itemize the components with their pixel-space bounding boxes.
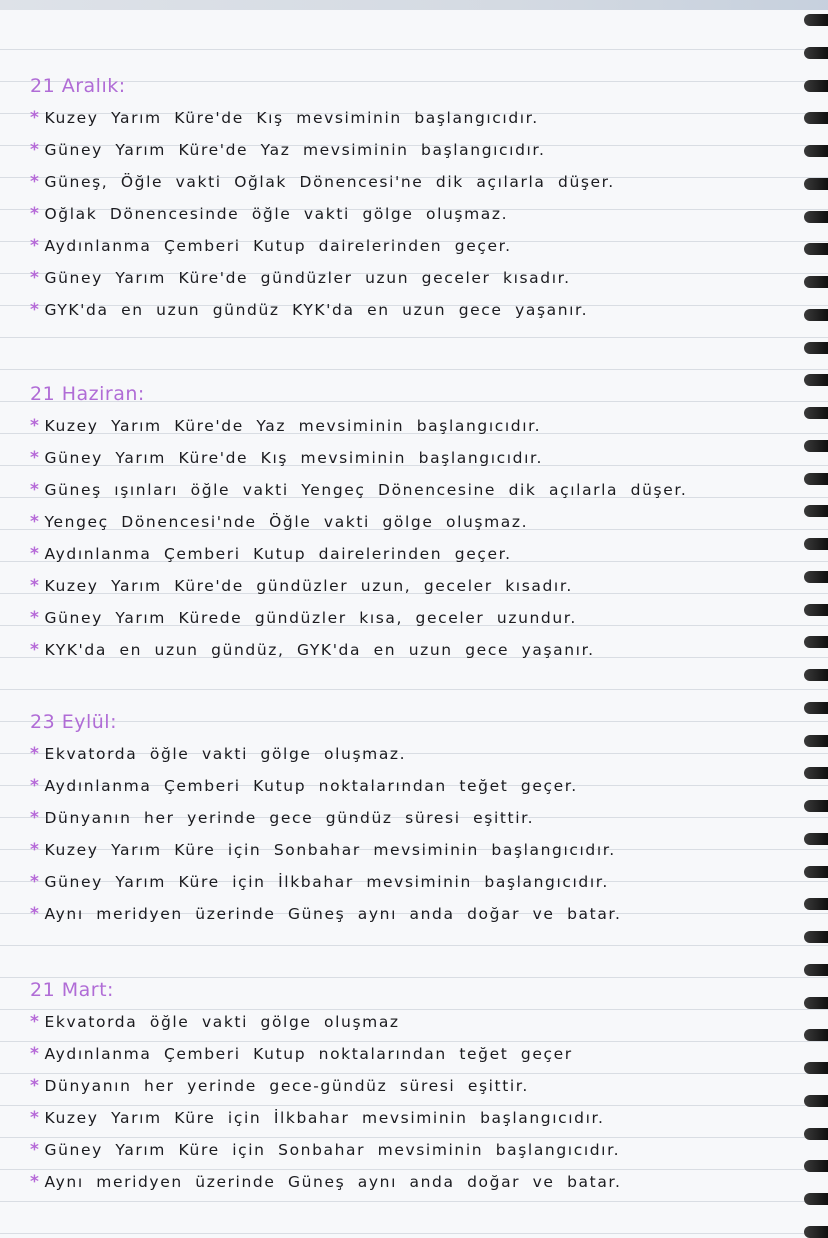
- bullet-star: *: [30, 544, 41, 564]
- spiral-coil: [804, 178, 828, 190]
- spiral-coil: [804, 833, 828, 845]
- bullet-star: *: [30, 640, 41, 660]
- section-heading: 21 Aralık:: [30, 75, 126, 97]
- section-21-aralik: [30, 70, 790, 326]
- list-item: * Güney Yarım Küre için Sonbahar mevsiminin başlangıcıdır.: [30, 1140, 621, 1160]
- spiral-coil: [804, 604, 828, 616]
- list-item: * Dünyanın her yerinde gece-gündüz süresi eşittir.: [30, 1076, 529, 1096]
- spiral-coil: [804, 505, 828, 517]
- spiral-coil: [804, 898, 828, 910]
- spiral-coil: [804, 964, 828, 976]
- spiral-coil: [804, 931, 828, 943]
- spiral-coil: [804, 997, 828, 1009]
- spiral-coil: [804, 47, 828, 59]
- bullet-star: *: [30, 204, 41, 224]
- bullet-star: *: [30, 172, 41, 192]
- bullet-star: *: [30, 576, 41, 596]
- list-item: * Aydınlanma Çemberi Kutup noktalarından teğet geçer: [30, 1044, 573, 1064]
- list-item: * Aydınlanma Çemberi Kutup dairelerinden geçer.: [30, 544, 512, 564]
- spiral-coil: [804, 702, 828, 714]
- list-item: * Güney Yarım Küre için İlkbahar mevsiminin başlangıcıdır.: [30, 872, 609, 892]
- list-item: * Oğlak Dönencesinde öğle vakti gölge oluşmaz.: [30, 204, 509, 224]
- list-item: * Kuzey Yarım Küre'de Kış mevsiminin başlangıcıdır.: [30, 108, 539, 128]
- section-21-haziran: [30, 378, 790, 666]
- spiral-coil: [804, 145, 828, 157]
- spiral-coil: [804, 342, 828, 354]
- bullet-star: *: [30, 1044, 41, 1064]
- list-item: * KYK'da en uzun gündüz, GYK'da en uzun gece yaşanır.: [30, 640, 595, 660]
- spiral-coil: [804, 767, 828, 779]
- bullet-star: *: [30, 872, 41, 892]
- spiral-coil: [804, 1226, 828, 1238]
- bullet-star: *: [30, 1172, 41, 1192]
- spiral-coil: [804, 473, 828, 485]
- list-item: * Güney Yarım Küre'de Yaz mevsiminin başlangıcıdır.: [30, 140, 546, 160]
- list-item: * Güneş, Öğle vakti Oğlak Dönencesi'ne dik açılarla düşer.: [30, 172, 615, 192]
- list-item: * Kuzey Yarım Küre için İlkbahar mevsiminin başlangıcıdır.: [30, 1108, 605, 1128]
- list-item: * GYK'da en uzun gündüz KYK'da en uzun gece yaşanır.: [30, 300, 589, 320]
- list-item: * Ekvatorda öğle vakti gölge oluşmaz: [30, 1012, 400, 1032]
- spiral-coil: [804, 112, 828, 124]
- list-item: * Dünyanın her yerinde gece gündüz süresi eşittir.: [30, 808, 535, 828]
- spiral-coil: [804, 800, 828, 812]
- section-23-eylul: [30, 706, 790, 930]
- section-heading: 21 Mart:: [30, 979, 114, 1001]
- spiral-coil: [804, 1062, 828, 1074]
- section-heading: 23 Eylül:: [30, 711, 117, 733]
- spiral-coil: [804, 866, 828, 878]
- bullet-star: *: [30, 1012, 41, 1032]
- spiral-coil: [804, 1128, 828, 1140]
- list-item: * Güneş ışınları öğle vakti Yengeç Dönencesine dik açılarla düşer.: [30, 480, 688, 500]
- list-item: * Aydınlanma Çemberi Kutup dairelerinden geçer.: [30, 236, 512, 256]
- spiral-coil: [804, 1193, 828, 1205]
- page-top-edge: [0, 0, 828, 10]
- bullet-star: *: [30, 608, 41, 628]
- spiral-coil: [804, 440, 828, 452]
- spiral-coil: [804, 309, 828, 321]
- bullet-star: *: [30, 108, 41, 128]
- bullet-star: *: [30, 416, 41, 436]
- bullet-star: *: [30, 268, 41, 288]
- bullet-star: *: [30, 1140, 41, 1160]
- list-item: * Güney Yarım Küre'de gündüzler uzun geceler kısadır.: [30, 268, 571, 288]
- bullet-star: *: [30, 840, 41, 860]
- bullet-star: *: [30, 236, 41, 256]
- list-item: * Aynı meridyen üzerinde Güneş aynı anda doğar ve batar.: [30, 904, 622, 924]
- list-item: * Kuzey Yarım Küre'de Yaz mevsiminin başlangıcıdır.: [30, 416, 542, 436]
- spiral-coil: [804, 211, 828, 223]
- list-item: * Aynı meridyen üzerinde Güneş aynı anda doğar ve batar.: [30, 1172, 622, 1192]
- spiral-coil: [804, 407, 828, 419]
- spiral-coil: [804, 80, 828, 92]
- bullet-star: *: [30, 776, 41, 796]
- spiral-coil: [804, 538, 828, 550]
- list-item: * Yengeç Dönencesi'nde Öğle vakti gölge oluşmaz.: [30, 512, 529, 532]
- spiral-coil: [804, 571, 828, 583]
- spiral-coil: [804, 1095, 828, 1107]
- bullet-star: *: [30, 140, 41, 160]
- section-heading: 21 Haziran:: [30, 383, 145, 405]
- bullet-star: *: [30, 1076, 41, 1096]
- spiral-coil: [804, 636, 828, 648]
- list-item: * Kuzey Yarım Küre'de gündüzler uzun, geceler kısadır.: [30, 576, 573, 596]
- spiral-coil: [804, 14, 828, 26]
- spiral-coil: [804, 669, 828, 681]
- spiral-coil: [804, 276, 828, 288]
- list-item: * Güney Yarım Küre'de Kış mevsiminin başlangıcıdır.: [30, 448, 544, 468]
- spiral-coil: [804, 1160, 828, 1172]
- list-item: * Ekvatorda öğle vakti gölge oluşmaz.: [30, 744, 407, 764]
- spiral-binding: [802, 14, 828, 1238]
- bullet-star: *: [30, 300, 41, 320]
- bullet-star: *: [30, 904, 41, 924]
- spiral-coil: [804, 1029, 828, 1041]
- bullet-star: *: [30, 808, 41, 828]
- bullet-star: *: [30, 512, 41, 532]
- bullet-star: *: [30, 1108, 41, 1128]
- spiral-coil: [804, 374, 828, 386]
- bullet-star: *: [30, 448, 41, 468]
- bullet-star: *: [30, 744, 41, 764]
- list-item: * Güney Yarım Kürede gündüzler kısa, geceler uzundur.: [30, 608, 577, 628]
- list-item: * Kuzey Yarım Küre için Sonbahar mevsiminin başlangıcıdır.: [30, 840, 616, 860]
- list-item: * Aydınlanma Çemberi Kutup noktalarından teğet geçer.: [30, 776, 578, 796]
- section-21-mart: [30, 974, 790, 1198]
- spiral-coil: [804, 243, 828, 255]
- bullet-star: *: [30, 480, 41, 500]
- spiral-coil: [804, 735, 828, 747]
